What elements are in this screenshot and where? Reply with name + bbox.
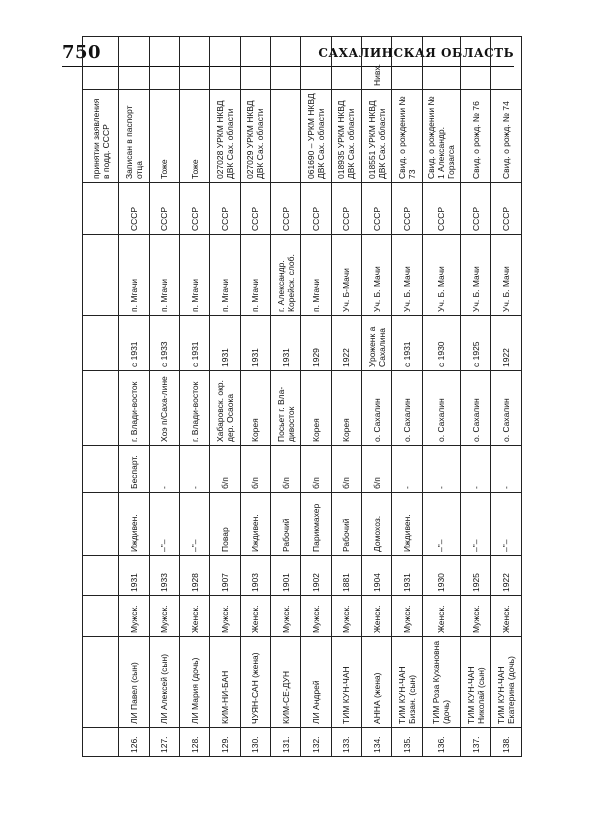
cell-resident-since: с 1931 bbox=[392, 316, 422, 371]
cell-number: 131. bbox=[270, 728, 300, 757]
cell-occupation: Иждивен. bbox=[240, 493, 270, 556]
cell-residence: Уч. Б-Мачи bbox=[331, 235, 361, 316]
cell-resident-since: 1922 bbox=[491, 316, 522, 371]
cell-number: 133. bbox=[331, 728, 361, 757]
cell-number: 128. bbox=[179, 728, 209, 757]
cell-document: Свид. о рожд. № 76 bbox=[461, 90, 491, 183]
cell-number: 132. bbox=[301, 728, 331, 757]
cell-name: ТИМ КУН-ЧАН Бизан. (сын) bbox=[392, 637, 422, 728]
cell-note bbox=[392, 37, 422, 90]
cell-resident-since: 1922 bbox=[331, 316, 361, 371]
cell-occupation: –"– bbox=[179, 493, 209, 556]
cell-birthplace: Хабаровск. окр. дер. Осаока bbox=[210, 371, 240, 446]
cell-note bbox=[240, 37, 270, 90]
cell-note bbox=[301, 37, 331, 90]
cell-occupation: Иждивен. bbox=[392, 493, 422, 556]
cell-birthplace: Корея bbox=[240, 371, 270, 446]
cell-resident-since: с 1933 bbox=[149, 316, 179, 371]
cell-note bbox=[149, 37, 179, 90]
table-row bbox=[331, 37, 361, 757]
cell-citizenship: СССР bbox=[331, 183, 361, 235]
cell-occupation: Повар bbox=[210, 493, 240, 556]
table-row bbox=[179, 37, 209, 757]
cell-birth-year: 1922 bbox=[491, 556, 522, 596]
cell-party: - bbox=[392, 446, 422, 493]
cell-document: Свид. о рожд. № 74 bbox=[491, 90, 522, 183]
cell-birthplace: Корея bbox=[301, 371, 331, 446]
cell-resident-since: 1931 bbox=[210, 316, 240, 371]
cell-birth-year: 1902 bbox=[301, 556, 331, 596]
cell-residence: п. Мгачи bbox=[149, 235, 179, 316]
cell-birthplace: Корея bbox=[331, 371, 361, 446]
table-row bbox=[392, 37, 422, 757]
cell-name: ЛИ Алексей (сын) bbox=[149, 637, 179, 728]
cell-name: ТИМ КУН-ЧАН Екатерина (дочь) bbox=[491, 637, 522, 728]
table-row bbox=[210, 37, 240, 757]
cell-citizenship: СССР bbox=[361, 183, 391, 235]
cell-document bbox=[270, 90, 300, 183]
cell-party: б/п bbox=[331, 446, 361, 493]
cell-party: - bbox=[461, 446, 491, 493]
cell-citizenship: СССР bbox=[240, 183, 270, 235]
cell-residence: Уч. Б. Мачи bbox=[361, 235, 391, 316]
cell-number: 138. bbox=[491, 728, 522, 757]
cell-party: б/п bbox=[301, 446, 331, 493]
cell-document: 027028 УРКМ НКВД ДВК Сах. области bbox=[210, 90, 240, 183]
table-row bbox=[119, 37, 149, 757]
cell-birthplace: Посьет г. Вла-дивосток bbox=[270, 371, 300, 446]
cell-name: КИМ-СЕ-ДУН bbox=[270, 637, 300, 728]
cell-birthplace: г. Влади-восток bbox=[119, 371, 149, 446]
cell-residence: Уч. Б. Мачи bbox=[491, 235, 522, 316]
cell-residence: Уч. Б. Мачи bbox=[422, 235, 461, 316]
cell-resident-since: с 1925 bbox=[461, 316, 491, 371]
cell-document: 027029 УРКМ НКВД ДВК Сах. области bbox=[240, 90, 270, 183]
cell-note: Нивх. bbox=[361, 37, 391, 90]
cell-name: ЛИ Мария (дочь) bbox=[179, 637, 209, 728]
table-row bbox=[422, 37, 461, 757]
cell-birthplace: о. Сахалин bbox=[491, 371, 522, 446]
cell-residence: п. Мгачи bbox=[301, 235, 331, 316]
cell-citizenship: СССР bbox=[491, 183, 522, 235]
cell-note bbox=[461, 37, 491, 90]
cell-citizenship: СССР bbox=[270, 183, 300, 235]
table-row bbox=[461, 37, 491, 757]
cell-document: 018551 УРКМ НКВД ДВК Сах. области bbox=[361, 90, 391, 183]
cell-birth-year: 1933 bbox=[149, 556, 179, 596]
cell-birth-year: 1930 bbox=[422, 556, 461, 596]
cell-number: 127. bbox=[149, 728, 179, 757]
cell-note bbox=[210, 37, 240, 90]
table-row bbox=[240, 37, 270, 757]
rotated-table-wrapper bbox=[82, 63, 522, 757]
cell-birth-year: 1931 bbox=[392, 556, 422, 596]
cell-name: КИМ-НИ-БАН bbox=[210, 637, 240, 728]
cell-sex: Женск. bbox=[240, 596, 270, 637]
cell-citizenship: СССР bbox=[301, 183, 331, 235]
cell-citizenship: СССР bbox=[461, 183, 491, 235]
cell-sex: Мужск. bbox=[461, 596, 491, 637]
cell-sex: Мужск. bbox=[270, 596, 300, 637]
cell-residence: п. Мгачи bbox=[119, 235, 149, 316]
cell-resident-since: 1929 bbox=[301, 316, 331, 371]
cell-number: 126. bbox=[119, 728, 149, 757]
cell-sex: Мужск. bbox=[149, 596, 179, 637]
cell-name: АННА (жена) bbox=[361, 637, 391, 728]
cell-number: 129. bbox=[210, 728, 240, 757]
cell-number: 137. bbox=[461, 728, 491, 757]
cell-resident-since: с 1930 bbox=[422, 316, 461, 371]
cell-resident-since: с 1931 bbox=[119, 316, 149, 371]
cell-birth-year: 1903 bbox=[240, 556, 270, 596]
cell-birthplace: о. Сахалин bbox=[461, 371, 491, 446]
header-cell-document: принятии заявления в подд. СССР bbox=[83, 90, 119, 183]
table-row-continued-header bbox=[83, 37, 119, 757]
cell-birth-year: 1881 bbox=[331, 556, 361, 596]
cell-document: Свид. о рождении № 1 Александр. Горзагса bbox=[422, 90, 461, 183]
cell-party: Беспарт. bbox=[119, 446, 149, 493]
cell-number: 136. bbox=[422, 728, 461, 757]
page-number: 750 bbox=[62, 42, 102, 63]
cell-residence: г. Александр. Корейск. слоб. bbox=[270, 235, 300, 316]
table-row bbox=[361, 37, 391, 757]
cell-party: - bbox=[179, 446, 209, 493]
cell-citizenship: СССР bbox=[149, 183, 179, 235]
cell-birthplace: о. Сахалин bbox=[422, 371, 461, 446]
cell-residence: Уч. Б. Мачи bbox=[461, 235, 491, 316]
cell-document: Тоже bbox=[179, 90, 209, 183]
cell-birth-year: 1901 bbox=[270, 556, 300, 596]
cell-citizenship: СССР bbox=[210, 183, 240, 235]
cell-number: 135. bbox=[392, 728, 422, 757]
cell-document: 061690 – УРКМ НКВД ДВК Сах. области bbox=[301, 90, 331, 183]
cell-sex: Мужск. bbox=[331, 596, 361, 637]
cell-number: 134. bbox=[361, 728, 391, 757]
cell-birthplace: Хоэ п/Саха-лине bbox=[149, 371, 179, 446]
registry-table bbox=[82, 36, 522, 757]
cell-occupation: –"– bbox=[461, 493, 491, 556]
cell-sex: Женск. bbox=[361, 596, 391, 637]
cell-party: - bbox=[491, 446, 522, 493]
cell-document: Тоже bbox=[149, 90, 179, 183]
table-row bbox=[149, 37, 179, 757]
cell-number: 130. bbox=[240, 728, 270, 757]
cell-birth-year: 1931 bbox=[119, 556, 149, 596]
cell-citizenship: СССР bbox=[392, 183, 422, 235]
cell-birthplace: о. Сахалин bbox=[361, 371, 391, 446]
cell-citizenship: СССР bbox=[422, 183, 461, 235]
cell-document: Записан в паспорт отца bbox=[119, 90, 149, 183]
table-row bbox=[491, 37, 522, 757]
cell-occupation: –"– bbox=[422, 493, 461, 556]
cell-sex: Мужск. bbox=[210, 596, 240, 637]
table-row bbox=[270, 37, 300, 757]
region-title: САХАЛИНСКАЯ ОБЛАСТЬ bbox=[318, 46, 514, 60]
cell-sex: Мужск. bbox=[392, 596, 422, 637]
cell-citizenship: СССР bbox=[179, 183, 209, 235]
cell-birthplace: о. Сахалин bbox=[392, 371, 422, 446]
cell-resident-since: Уроженк а Сахалина bbox=[361, 316, 391, 371]
registry-table-body bbox=[83, 37, 522, 757]
cell-note bbox=[491, 37, 522, 90]
cell-sex: Женск. bbox=[179, 596, 209, 637]
cell-birth-year: 1928 bbox=[179, 556, 209, 596]
cell-birthplace: г. Влади-восток bbox=[179, 371, 209, 446]
cell-name: ЧУЯН-САН (жена) bbox=[240, 637, 270, 728]
cell-party: б/п bbox=[361, 446, 391, 493]
cell-note bbox=[331, 37, 361, 90]
cell-party: б/п bbox=[270, 446, 300, 493]
cell-note bbox=[119, 37, 149, 90]
cell-resident-since: 1931 bbox=[270, 316, 300, 371]
cell-name: ТИМ КУН-ЧАН Николай (сын) bbox=[461, 637, 491, 728]
cell-sex: Женск. bbox=[422, 596, 461, 637]
cell-resident-since: с 1931 bbox=[179, 316, 209, 371]
cell-party: б/п bbox=[210, 446, 240, 493]
cell-birth-year: 1907 bbox=[210, 556, 240, 596]
cell-party: б/п bbox=[240, 446, 270, 493]
cell-occupation: Рабочий bbox=[270, 493, 300, 556]
cell-note bbox=[179, 37, 209, 90]
cell-residence: п. Мгачи bbox=[179, 235, 209, 316]
cell-document: 018935 УРКМ НКВД ДВК Сах. области bbox=[331, 90, 361, 183]
header-cell-note bbox=[83, 37, 119, 90]
cell-occupation: Парикмахер bbox=[301, 493, 331, 556]
cell-name: ЛИ Павел (сын) bbox=[119, 637, 149, 728]
cell-sex: Мужск. bbox=[301, 596, 331, 637]
cell-birth-year: 1904 bbox=[361, 556, 391, 596]
cell-birth-year: 1925 bbox=[461, 556, 491, 596]
table-row bbox=[301, 37, 331, 757]
cell-sex: Женск. bbox=[491, 596, 522, 637]
cell-occupation: Домохоз. bbox=[361, 493, 391, 556]
cell-resident-since: 1931 bbox=[240, 316, 270, 371]
cell-name: ТИМ КУН-ЧАН bbox=[331, 637, 361, 728]
cell-note bbox=[270, 37, 300, 90]
cell-name: ТИМ Роза Кухановна (дочь) bbox=[422, 637, 461, 728]
cell-occupation: Иждивен. bbox=[119, 493, 149, 556]
cell-residence: п. Мгачи bbox=[210, 235, 240, 316]
cell-sex: Мужск. bbox=[119, 596, 149, 637]
cell-residence: Уч. Б. Мачи bbox=[392, 235, 422, 316]
cell-residence: п. Мгачи bbox=[240, 235, 270, 316]
cell-document: Свид. о рождении № 73 bbox=[392, 90, 422, 183]
cell-occupation: –"– bbox=[491, 493, 522, 556]
cell-party: - bbox=[422, 446, 461, 493]
cell-citizenship: СССР bbox=[119, 183, 149, 235]
cell-party: - bbox=[149, 446, 179, 493]
cell-note bbox=[422, 37, 461, 90]
cell-name: ЛИ Андрей bbox=[301, 637, 331, 728]
cell-occupation: –"– bbox=[149, 493, 179, 556]
cell-occupation: Рабочий bbox=[331, 493, 361, 556]
